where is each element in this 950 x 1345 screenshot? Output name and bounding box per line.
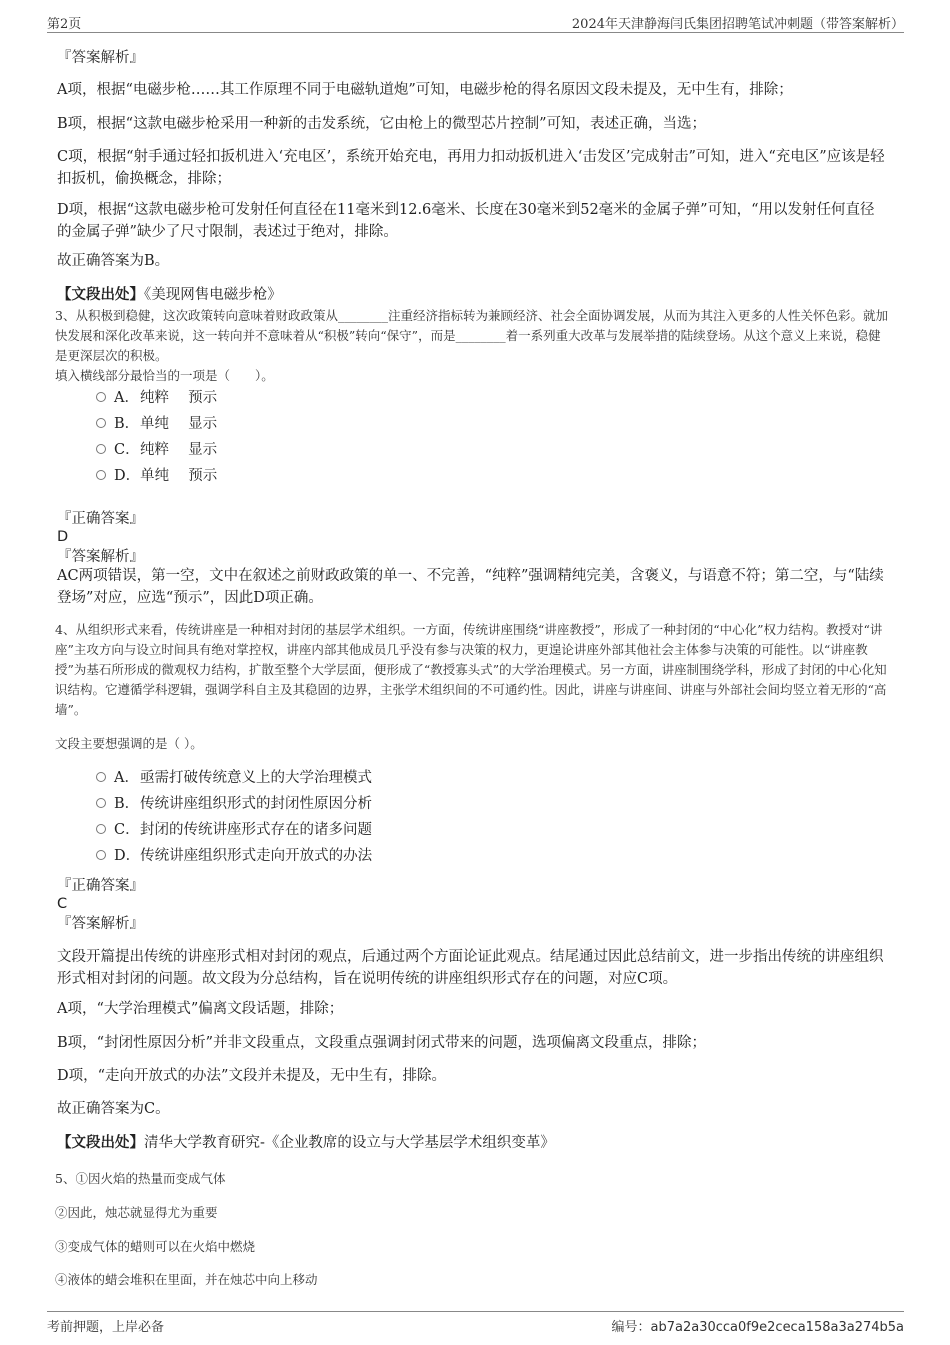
radio-icon[interactable] [96, 772, 106, 782]
q4-stem: 4、从组织形式来看，传统讲座是一种相对封闭的基层学术组织。一方面，传统讲座围绕“讲座教授”，形成了一种封闭的“中心化”权力结构。教授对“讲座”主攻方向与设立时间具有绝对掌控权，讲座内部其他成员几乎没有参与决策的权力，更遑论讲座外部其他社会主体参与决策的可能性。以“讲座教授”为基石所形成的微观权力结构，扩散至整个大学层面，便形成了“教授寡头式”的大学治理模式。另一方面，讲座制围绕学科，形成了封闭的中心化知识结构。它遵循学科逻辑，强调学科自主及其稳固的边界，主张学术组织间的不可通约性。因此，讲座与讲座间、讲座与外部社会间均竖立着无形的“高墙”。 [55, 622, 887, 717]
q5-item: ②因此，烛芯就显得尤为重要 [55, 1205, 218, 1220]
q2-analysis-a: A项，根据“电磁步枪……其工作原理不同于电磁轨道炮”可知，电磁步枪的得名原因文段未提及，无中生有，排除； [57, 82, 793, 98]
q3-analysis: AC两项错误，第一空，文中在叙述之前财政政策的单一、不完善，“纯粹”强调精纯完美，含褒义，与语意不符；第二空，与“陆续登场”对应，应选“预示”，因此D项正确。 [57, 568, 884, 606]
footer-slogan: 考前押题，上岸必备 [47, 1320, 165, 1335]
q2-analysis-c: C项，根据“射手通过轻扣扳机进入‘充电区’，系统开始充电，再用力扣动扳机进入‘击发区’完成射击”可知，进入“充电区”应该是轻扣扳机，偷换概念，排除； [57, 149, 885, 187]
q4-option-c[interactable]: C．封闭的传统讲座形式存在的诸多问题 [96, 820, 372, 840]
q3-stem: 3、从积极到稳健，这次政策转向意味着财政政策从________注重经济指标转为兼顾经济、社会全面协调发展，从而为其注入更多的人性关怀色彩。就加快发展和深化改革来说，这一转向并不意味着从“积极”转向“保守”，而是________着一系列重大改革与发展举措的陆续登场。从这个意义上来说，稳健是更深层次的积极。 [55, 308, 888, 363]
page-header [47, 12, 904, 33]
q4-analysis-b: B项，“封闭性原因分析”并非文段重点，文段重点强调封闭式带来的问题，选项偏离文段重点，排除； [57, 1035, 706, 1051]
q3-option-b[interactable]: B．单纯 显示 [96, 414, 217, 434]
q2-source-label: 【文段出处】 [57, 286, 144, 303]
radio-icon[interactable] [96, 850, 106, 860]
radio-icon[interactable] [96, 470, 106, 480]
q3-option-a[interactable]: A．纯粹 预示 [96, 388, 217, 408]
q4-option-d[interactable]: D．传统讲座组织形式走向开放式的办法 [96, 846, 372, 866]
q3-option-d[interactable]: D．单纯 预示 [96, 466, 217, 486]
radio-icon[interactable] [96, 798, 106, 808]
document-code-label: 编号： [611, 1320, 651, 1335]
page-number: 第2页 [47, 17, 82, 32]
q5-item: ④液体的蜡会堆积在里面，并在烛芯中向上移动 [55, 1272, 318, 1287]
q2-source [57, 284, 887, 306]
document-code-value: ab7a2a30cca0f9e2ceca158a3a274b5a [650, 1320, 904, 1335]
q4-analysis-d: D项，“走向开放式的办法”文段并未提及，无中生有，排除。 [57, 1068, 446, 1084]
q4-correct-answer: C [57, 896, 68, 912]
q4-analysis-a: A项，“大学治理模式”偏离文段话题，排除； [57, 1001, 344, 1017]
radio-icon[interactable] [96, 444, 106, 454]
q4-analysis-label: 『答案解析』 [57, 916, 144, 932]
q3-analysis-label: 『答案解析』 [57, 549, 144, 565]
q3-option-c[interactable]: C．纯粹 显示 [96, 440, 217, 460]
q4-option-b[interactable]: B．传统讲座组织形式的封闭性原因分析 [96, 794, 372, 814]
q5-item: 5、①因火焰的热量而变成气体 [55, 1171, 226, 1186]
q2-analysis-d: D项，根据“这款电磁步枪可发射任何直径在11毫米到12.6毫米、长度在30毫米到52毫米的金属子弹”可知，“用以发射任何直径的金属子弹”缺少了尺寸限制，表述过于绝对，排除。 [57, 202, 875, 240]
radio-icon[interactable] [96, 824, 106, 834]
document-code [612, 1316, 904, 1335]
q2-source-text: 《美现网售电磁步枪》 [144, 287, 282, 303]
q2-conclusion: 故正确答案为B。 [57, 253, 170, 269]
q2-analysis-b: B项，根据“这款电磁步枪采用一种新的击发系统，它由枪上的微型芯片控制”可知，表述正确，当选； [57, 116, 706, 132]
q4-source-text: 清华大学教育研究-《企业教席的设立与大学基层学术组织变革》 [144, 1135, 555, 1151]
q2-analysis-label: 『答案解析』 [57, 50, 144, 66]
q3-correct-label: 『正确答案』 [57, 511, 144, 527]
q4-prompt: 文段主要想强调的是（ ）。 [55, 736, 203, 751]
q4-correct-label: 『正确答案』 [57, 878, 144, 894]
radio-icon[interactable] [96, 418, 106, 428]
page-footer [47, 1311, 904, 1336]
q4-analysis: 文段开篇提出传统的讲座形式相对封闭的观点，后通过两个方面论证此观点。结尾通过因此总结前文，进一步指出传统的讲座组织形式相对封闭的问题。故文段为分总结构，旨在说明传统的讲座组织形式存在的问题，对应C项。 [57, 949, 884, 987]
q4-conclusion: 故正确答案为C。 [57, 1101, 170, 1117]
q4-source [57, 1132, 887, 1154]
q3-prompt: 填入横线部分最恰当的一项是（ ）。 [55, 368, 274, 383]
q3-correct-answer: D [57, 529, 69, 545]
document-title: 2024年天津静海闫氏集团招聘笔试冲刺题（带答案解析） [571, 17, 904, 32]
radio-icon[interactable] [96, 392, 106, 402]
q5-item: ③变成气体的蜡则可以在火焰中燃烧 [55, 1239, 256, 1254]
q4-source-label: 【文段出处】 [57, 1134, 144, 1151]
q4-option-a[interactable]: A．亟需打破传统意义上的大学治理模式 [96, 768, 372, 788]
